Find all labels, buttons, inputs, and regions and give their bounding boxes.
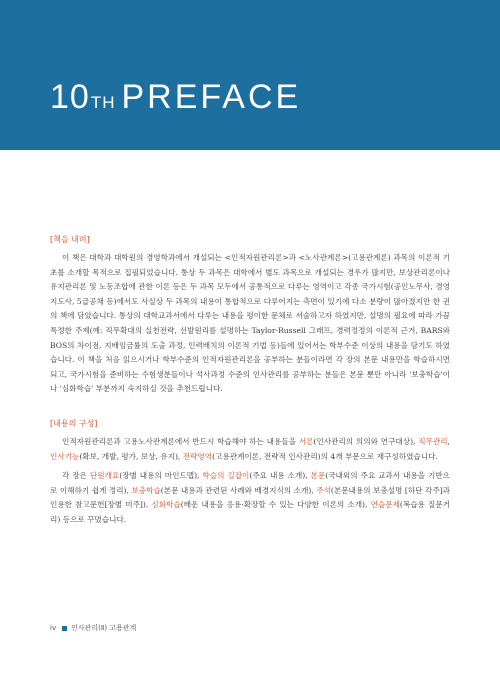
paragraph-text: (고용관계이론, 전략적 인사관리)의 4개 부문으로 재구성하였습니다. — [212, 451, 438, 461]
paragraph-text: 인적자원관리론과 고용노사관계론에서 반드시 학습해야 하는 내용들을 — [62, 436, 299, 446]
header-banner — [0, 0, 500, 150]
highlighted-term: 전략영역 — [182, 451, 213, 461]
paragraph-text: 이 책은 대학과 대학원의 경영학과에서 개설되는 <인적자원관리론>과 <노사관계론>(고용관계론) 과목의 이론적 기초를 소개할 목적으로 집필되었습니다. 통상 두 과목은 대학에서 별도 과목으로 개설되는 경우가 많지만, 보상관리론이나 유지관리론 및 노동조합에 관한 이론 등은 두 과목 모두에서 공통적으로 다루는 영역이고 각종 국가시험(공인노무사, 경영지도사, 5급공채 등)에서도 사실상 두 과목의 내용이 통합적으로 다루어지는 측면이 있기에 다소 분량이 많아졌지만 한 권의 책에 담았습니다. 통상의 대학교과서에서 다루는 내용을 평이한 문체로 서술하고자 하였지만, 설명의 필요에 따라 가끔 특정한 주제(예: 직무확대의 실천전략, 선발원리를 설명하는 Taylor-Russell 그래프, 경력정정의 이론적 근거, BARS와 BOS의 차이점, 지배임금률의 도출 과정, 인력배치의 이론적 기법 등)들에 있어서는 학부수준 이상의 내용을 담기도 하였습니다. 이 책을 처음 읽으시거나 학부수준의 인적자원관리론을 공부하는 분들이라면 각 장의 본문 내용만을 학습하시면 되고, 국가시험을 준비하는 수험생분들이나 석사과정 수준의 인사관리를 공부하는 분들은 본문 뿐만 아니라 '보충학습'이나 '심화학습' 부분까지 숙지하실 것을 추천드립니다. — [50, 253, 450, 394]
highlighted-term: 서론 — [298, 436, 314, 446]
paragraph-text: , — [447, 436, 451, 446]
highlighted-term: 주석 — [316, 485, 331, 495]
highlighted-term: 학습의 길잡이 — [202, 471, 250, 481]
body-paragraph — [50, 251, 450, 397]
highlighted-term: 심화학습 — [151, 500, 181, 510]
paragraph-text: (본문 내용과 관련된 사례와 배경지식의 소개), — [160, 485, 317, 495]
highlighted-term: 본문 — [310, 471, 326, 481]
square-bullet-icon — [62, 626, 67, 631]
page-number: iv — [50, 624, 57, 632]
paragraph-text: (확보, 개발, 평가, 보상, 유지), — [79, 451, 183, 461]
paragraph-text: (주요 내용 소개), — [249, 471, 311, 481]
highlighted-term: 보충학습 — [131, 485, 161, 495]
paragraph-text: (인사관리의 의의와 연구대상), — [313, 436, 419, 446]
paragraph-text: (국내외의 주요 교과서 내용을 기반으로 이해하기 쉽게 정리), — [50, 471, 450, 495]
section-heading: [내용의 구성] — [50, 418, 98, 428]
main-content — [50, 233, 450, 528]
body-paragraph — [50, 435, 450, 464]
highlighted-term: 직무관리 — [418, 436, 448, 446]
body-paragraph — [50, 469, 450, 527]
page-title — [50, 78, 301, 117]
book-title: 인사관리(Ⅱ) 고용관계 — [71, 624, 137, 632]
highlighted-term: 연습문제 — [370, 500, 400, 510]
paragraph-text: 각 장은 — [62, 471, 90, 481]
paragraph-text: (본문내용의 보충설명 [하단 각주]과 인용한 참고문헌[장별 미주]), — [50, 485, 450, 510]
section-heading: [책을 내며] — [50, 235, 90, 244]
edition-number: 10 — [50, 78, 90, 116]
paragraph-text: (배운 내용을 응용·확장할 수 있는 다양한 이론의 소개), — [180, 500, 371, 510]
highlighted-term: 단원개요 — [89, 471, 120, 481]
highlighted-term: 인사기능 — [50, 451, 80, 461]
page-footer — [50, 623, 136, 633]
edition-suffix: TH — [90, 93, 116, 112]
title-word: PREFACE — [121, 78, 302, 116]
paragraph-text: (복습용 질문거리) 등으로 꾸몄습니다. — [50, 500, 451, 524]
section-gap — [50, 397, 450, 417]
paragraph-text: (장별 내용의 마인드맵), — [119, 471, 203, 481]
